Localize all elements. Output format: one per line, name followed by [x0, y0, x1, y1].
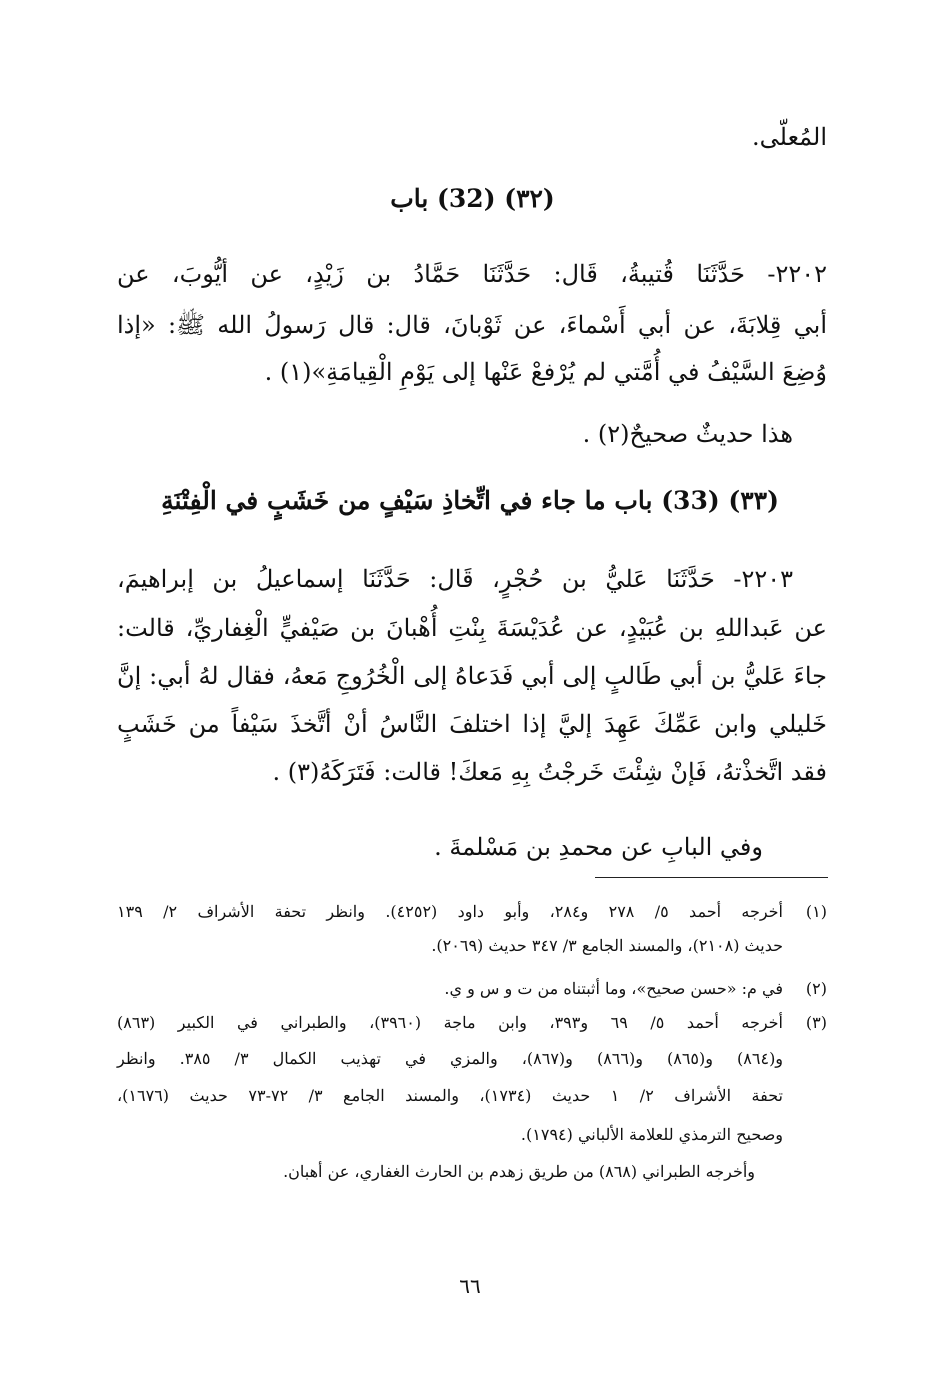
footnote-line: وأخرجه الطبراني (٨٦٨) من طريق زهدم بن الحارث الغفاري، عن أهبان. [283, 1162, 755, 1181]
hadith-2203-line: فقد اتَّخذْتهُ، فَإنْ شِئْتَ خَرجْتُ بِهِ مَعكَ! قالت: فَتَرَكَهُ(٣) . [272, 758, 827, 786]
hadith-2202-line: أبي قِلابَةَ، عن أبي أَسْماءَ، عن ثَوْبانَ، قال: قال رَسولُ الله ﷺ: «إذا [117, 311, 827, 339]
hadith-2202-line: وُضِعَ السَّيْفُ في أُمَّتي لم يُرْفعْ عَنْها إلى يَوْمِ الْقِيامَةِ»(١) . [264, 358, 827, 386]
hadith-2202-line: ٢٢٠٢- حَدَّثَنَا قُتيبةُ، قَال: حَدَّثَنَا حَمَّادُ بن زَيْدٍ، عن أيُّوبَ، عن [117, 260, 827, 288]
footnote-number: (٣) [805, 1013, 827, 1032]
footnote-line: أخرجه أحمد ٥/ ٢٧٨ و٢٨٤، وأبو داود (٤٢٥٢). وانظر تحفة الأشراف ٢/ ١٣٩ [117, 902, 784, 921]
chapter-heading-33: (٣٣) (33) باب ما جاء في اتِّخاذِ سَيْفٍ من خَشَبٍ في الْفِتْنَةِ [161, 486, 779, 515]
chapter-heading-32: (٣٢) (32) باب [390, 184, 555, 213]
hadith-2203-line: خَليلي وابن عَمِّكَ عَهِدَ إليَّ إذا اختلفَ النَّاسُ أنْ أتَّخذَ سَيْفاً من خَشَبٍ [117, 710, 827, 738]
hadith-2203-line: جاءَ عَليُّ بن أبي طَالبٍ إلى أبي فَدَعاهُ إلى الْخُرُوجِ مَعهُ، فقال لهُ أبي: إنَّ [117, 662, 827, 690]
hadith-2202-grade: هذا حديثٌ صحيحٌ(٢) . [582, 420, 793, 448]
footnote-number: (١) [805, 902, 827, 921]
footnote-line: حديث (٢١٠٨)، والمسند الجامع ٣/ ٣٤٧ حديث (٢٠٦٩). [431, 936, 783, 955]
footnote-line: في م: «حسن صحيح»، وما أثبتناه من ت و س و ي. [444, 979, 783, 998]
continued-text: المُعلّى. [751, 123, 827, 151]
footnote-line: تحفة الأشراف ٢/ ١ حديث (١٧٣٤)، والمسند الجامع ٣/ ٧٢-٧٣ حديث (١٦٧٦)، [117, 1086, 783, 1105]
footnote-line: أخرجه أحمد ٥/ ٦٩ و٣٩٣، وابن ماجة (٣٩٦٠)، والطبراني في الكبير (٨٦٣) [117, 1013, 784, 1032]
hadith-2203-line: عن عَبداللهِ بن عُبَيْدٍ، عن عُدَيْسَةَ بِنْتِ أُهْبانَ بن صَيْفيٍّ الْغِفاريِّ، قالت: [117, 614, 827, 642]
footnote-line: وصحيح الترمذي للعلامة الألباني (١٧٩٤). [520, 1125, 783, 1144]
page-number: ٦٦ [459, 1274, 481, 1298]
footnote-line: و(٨٦٤) و(٨٦٥) و(٨٦٦) و(٨٦٧)، والمزي في تهذيب الكمال ٣/ ٣٨٥. وانظر [117, 1049, 784, 1068]
hadith-2203-line: ٢٢٠٣- حَدَّثَنَا عَليُّ بن حُجْرٍ، قَال: حَدَّثَنَا إسماعيلُ بن إبراهيمَ، [117, 565, 793, 593]
footnote-number: (٢) [805, 979, 827, 998]
footnote-separator [595, 877, 828, 878]
in-the-chapter-note: وفي البابِ عن محمدِ بن مَسْلمةَ . [434, 833, 763, 861]
